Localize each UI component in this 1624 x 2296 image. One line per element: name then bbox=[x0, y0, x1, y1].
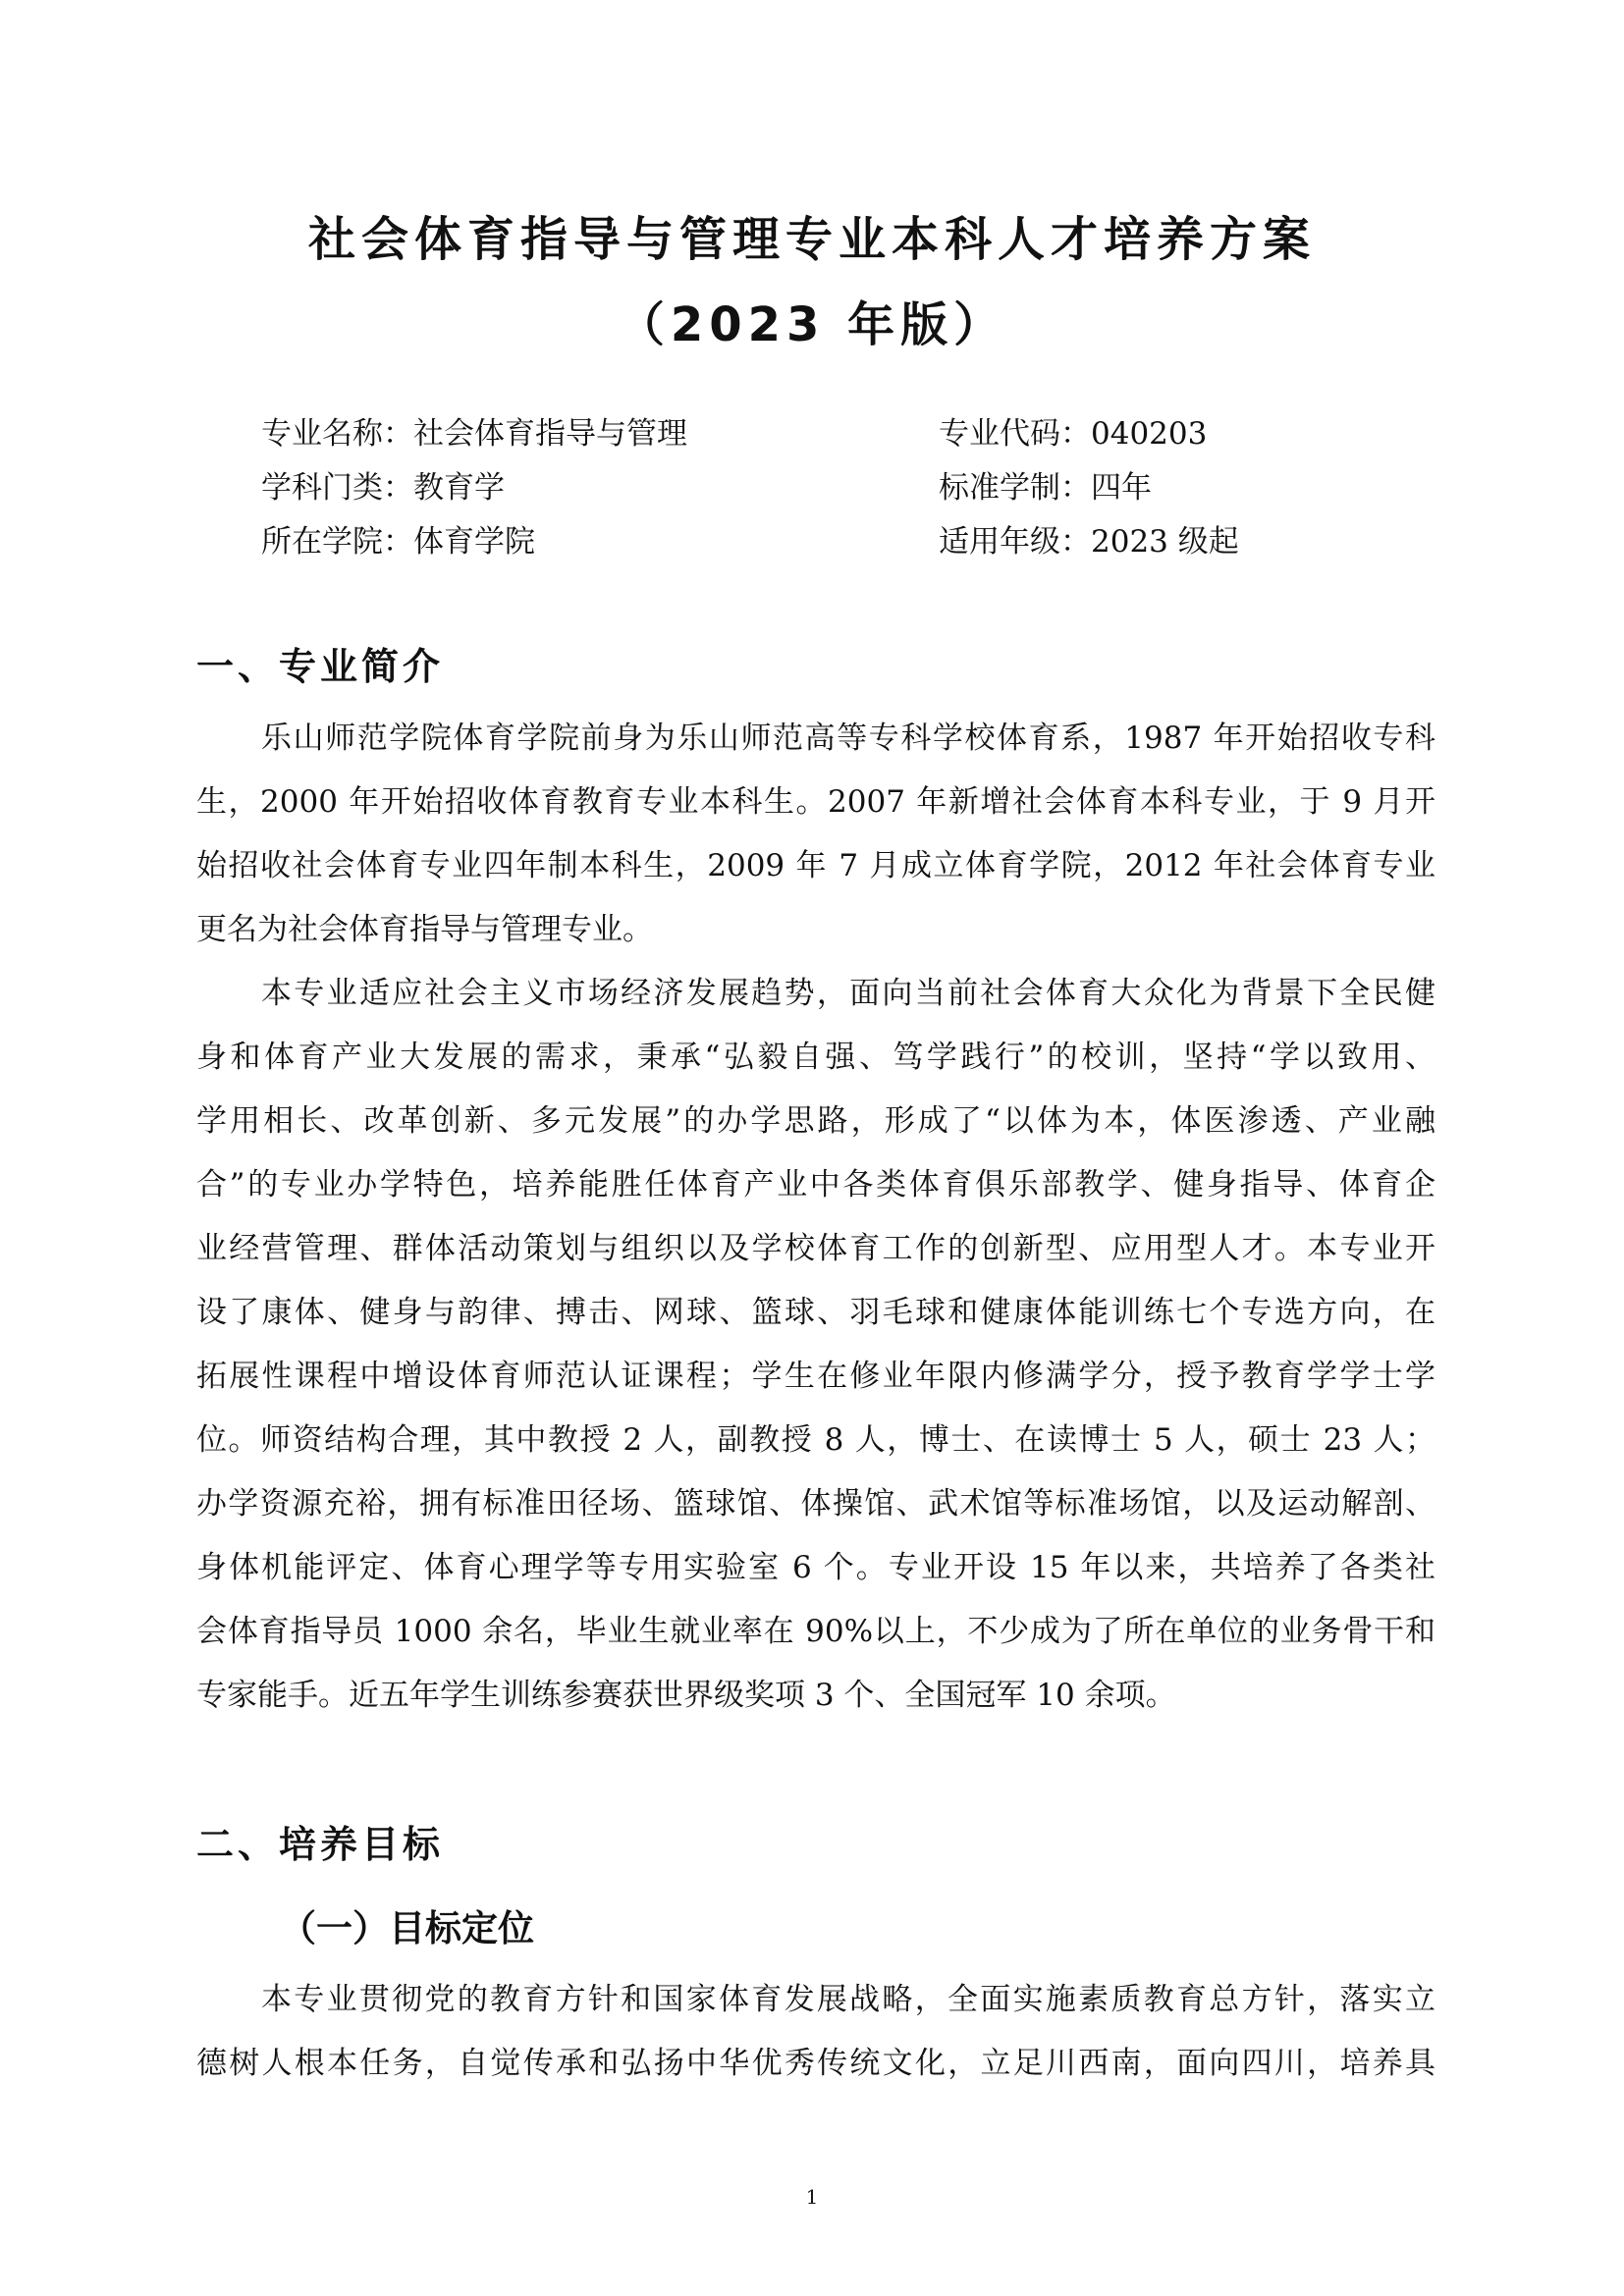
text-line: 身和体育产业大发展的需求，秉承“弘毅自强、笃学践行”的校训，坚持“学以致用、 bbox=[196, 1040, 1435, 1075]
college: 所在学院：体育学院 bbox=[261, 524, 535, 560]
major-info bbox=[261, 408, 1439, 570]
text-line: 位。师资结构合理，其中教授 2 人，副教授 8 人，博士、在读博士 5 人，硕士 23 人； bbox=[196, 1422, 1435, 1458]
text-line: 德树人根本任务，自觉传承和弘扬中华优秀传统文化，立足川西南，面向四川，培养具 bbox=[196, 2046, 1435, 2081]
text-line: 合”的专业办学特色，培养能胜任体育产业中各类体育俱乐部教学、健身指导、体育企 bbox=[196, 1167, 1435, 1202]
text-line: 生，2000 年开始招收体育教育专业本科生。2007 年新增社会体育本科专业，于 9 月开 bbox=[196, 784, 1435, 820]
goals-paragraph-1 bbox=[196, 1968, 1435, 2096]
text-line: 办学资源充裕，拥有标准田径场、篮球馆、体操馆、武术馆等标准场馆，以及运动解剖、 bbox=[196, 1486, 1435, 1522]
text-line: 学用相长、改革创新、多元发展”的办学思路，形成了“以体为本，体医渗透、产业融 bbox=[196, 1103, 1435, 1139]
text-line: 始招收社会体育专业四年制本科生，2009 年 7 月成立体育学院，2012 年社会体育专业 bbox=[196, 848, 1435, 883]
text-line: 更名为社会体育指导与管理专业。 bbox=[196, 912, 653, 947]
intro-paragraph-1 bbox=[196, 707, 1435, 962]
text-line: 拓展性课程中增设体育师范认证课程；学生在修业年限内修满学分，授予教育学学士学 bbox=[196, 1359, 1435, 1394]
text-line: 业经营管理、群体活动策划与组织以及学校体育工作的创新型、应用型人才。本专业开 bbox=[196, 1231, 1435, 1266]
section-heading-intro: 一、专业简介 bbox=[196, 645, 445, 688]
text-line: 会体育指导员 1000 余名，毕业生就业率在 90%以上，不少成为了所在单位的业务骨干和 bbox=[196, 1614, 1435, 1649]
document-subtitle: （2023 年版） bbox=[617, 297, 1007, 352]
applicable-grade: 适用年级：2023 级起 bbox=[939, 524, 1239, 560]
discipline: 学科门类：教育学 bbox=[261, 470, 505, 506]
text-line: 本专业贯彻党的教育方针和国家体育发展战略，全面实施素质教育总方针，落实立 bbox=[261, 1982, 1435, 2017]
subsection-heading-positioning: （一）目标定位 bbox=[280, 1907, 534, 1949]
text-line: 身体机能评定、体育心理学等专用实验室 6 个。专业开设 15 年以来，共培养了各类社 bbox=[196, 1550, 1435, 1585]
text-line: 设了康体、健身与韵律、搏击、网球、篮球、羽毛球和健康体能训练七个专选方向，在 bbox=[196, 1295, 1435, 1330]
duration: 标准学制：四年 bbox=[939, 470, 1152, 506]
text-line: 专家能手。近五年学生训练参赛获世界级奖项 3 个、全国冠军 10 余项。 bbox=[196, 1678, 1176, 1713]
document-title: 社会体育指导与管理专业本科人才培养方案 bbox=[307, 212, 1316, 267]
major-name: 专业名称：社会体育指导与管理 bbox=[261, 416, 687, 452]
intro-paragraph-2 bbox=[196, 962, 1435, 1728]
major-code: 专业代码：040203 bbox=[939, 416, 1208, 452]
section-heading-goals: 二、培养目标 bbox=[196, 1823, 445, 1866]
text-line: 本专业适应社会主义市场经济发展趋势，面向当前社会体育大众化为背景下全民健 bbox=[261, 976, 1435, 1011]
page-number: 1 bbox=[805, 2185, 819, 2209]
text-line: 乐山师范学院体育学院前身为乐山师范高等专科学校体育系，1987 年开始招收专科 bbox=[261, 721, 1435, 756]
